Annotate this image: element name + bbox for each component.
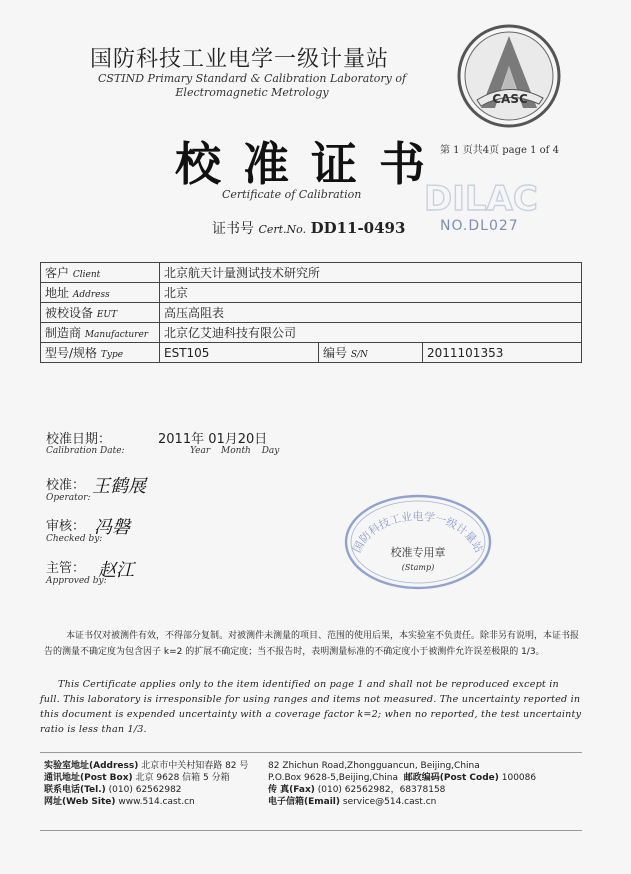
lab-name-cn: 国防科技工业电学一级计量站: [90, 47, 390, 72]
official-stamp: [343, 492, 493, 590]
sn-value: 2011101353: [423, 343, 582, 363]
footer-tel-row: 联系电话(Tel.) (010) 62562982: [44, 785, 182, 795]
manufacturer-label: 制造商 Manufacturer: [41, 323, 160, 343]
certificate-info-table: [40, 262, 582, 363]
calibration-date-units: Year Month Day: [190, 446, 280, 456]
client-label: 客户 Client: [41, 263, 160, 283]
table-row: [41, 323, 582, 343]
footer-email-row: 电子信箱(Email) service@514.cast.cn: [268, 797, 437, 807]
table-row: [41, 303, 582, 323]
table-row: [41, 283, 582, 303]
address-label: 地址 Address: [41, 283, 160, 303]
footer-web-row: 网址(Web Site) www.514.cast.cn: [44, 797, 195, 807]
dilac-number: NO.DL027: [440, 218, 519, 234]
approver-label: 主管：: [46, 561, 86, 576]
footer-divider: [40, 752, 582, 753]
footer-address-en: 82 Zhichun Road,Zhongguancun, Beijing,China: [268, 761, 480, 771]
stamp-center-text: 校准专用章: [390, 546, 446, 559]
lab-name-en: [82, 72, 422, 100]
certificate-title-en: Certificate of Calibration: [222, 188, 362, 201]
cert-number: [212, 218, 405, 238]
stamp-ring-text: 国防科技工业电学一级计量站: [350, 509, 486, 555]
footer-fax-row: 传 真(Fax) (010) 62562982，68378158: [268, 785, 446, 795]
footer-address-row: 实验室地址(Address) 北京市中关村知春路 82 号: [44, 761, 249, 771]
dilac-mark: [420, 172, 555, 220]
checker-label: 审核：: [46, 519, 86, 534]
lab-name-en-line2: Electromagnetic Metrology: [175, 86, 329, 99]
footer-left: [44, 760, 248, 808]
calibration-date-value: 2011年 01月20日: [158, 432, 268, 447]
notice-cn: 本证书仅对被测件有效，不得部分复制。对被测件未测量的项目、范围的使用后果，本实验室不负责任。除非另有说明，本证书报告的测量不确定度为包含因子 k=2 的扩展不确定度；当不报告时，表明测量标准的不确定度小于被测件允许误差极限的 1/3。: [44, 631, 580, 657]
table-row: [41, 263, 582, 283]
casc-logo: [455, 22, 563, 130]
approver-signature: 赵江: [98, 560, 134, 581]
eut-value: 高压高阻表: [160, 303, 582, 323]
operator-label: 校准：: [46, 478, 86, 493]
footer-pobox-row: 通讯地址(Post Box) 北京 9628 信箱 5 分箱: [44, 773, 230, 783]
operator-signature: 王鹤展: [92, 476, 146, 497]
eut-label: 被校设备 EUT: [41, 303, 160, 323]
address-value: 北京: [160, 283, 582, 303]
footer-pobox-en-row: P.O.Box 9628-5,Beijing,China 邮政编码(Post Code) 100086: [268, 773, 537, 783]
type-value: EST105: [160, 343, 319, 363]
operator-block: [46, 474, 91, 503]
checker-label-en: Checked by:: [46, 534, 103, 544]
manufacturer-value: 北京亿艾迪科技有限公司: [160, 323, 582, 343]
type-label: 型号/规格 Type: [41, 343, 160, 363]
footer-right: [268, 760, 536, 808]
approver-label-en: Approved by:: [46, 576, 107, 586]
lab-name-en-line1: CSTIND Primary Standard & Calibration Laboratory of: [97, 72, 407, 85]
cert-number-label-cn: 证书号: [212, 221, 254, 237]
page-number: 第 1 页共4页 page 1 of 4: [440, 145, 559, 156]
stamp-center-en: (Stamp): [401, 563, 435, 572]
sn-label: 编号 S/N: [319, 343, 423, 363]
cert-number-label-en: Cert.No.: [258, 223, 307, 236]
footer-bottom-divider: [40, 830, 582, 831]
table-row: [41, 343, 582, 363]
notice-en: This Certificate applies only to the item identified on page 1 and shall not be reproduced except in full. This laboratory is irresponsible for using ranges and items not measured. The uncertainty reported in this document is expended uncertainty with a coverage factor k=2; when no reported, the test uncertainty ratio is less than 1/3.: [40, 679, 582, 735]
checker-signature: 冯磐: [94, 517, 130, 538]
cert-number-value: DD11-0493: [310, 219, 406, 237]
certificate-title: 校准证书: [175, 137, 447, 191]
client-value: 北京航天计量测试技术研究所: [160, 263, 582, 283]
casc-logo-text: CASC: [492, 92, 528, 106]
calibration-date-label-en: Calibration Date:: [46, 446, 125, 456]
dilac-mark-text: DILAC: [424, 179, 538, 219]
calibration-date-label: 校准日期：: [46, 432, 112, 447]
operator-label-en: Operator:: [46, 493, 91, 503]
